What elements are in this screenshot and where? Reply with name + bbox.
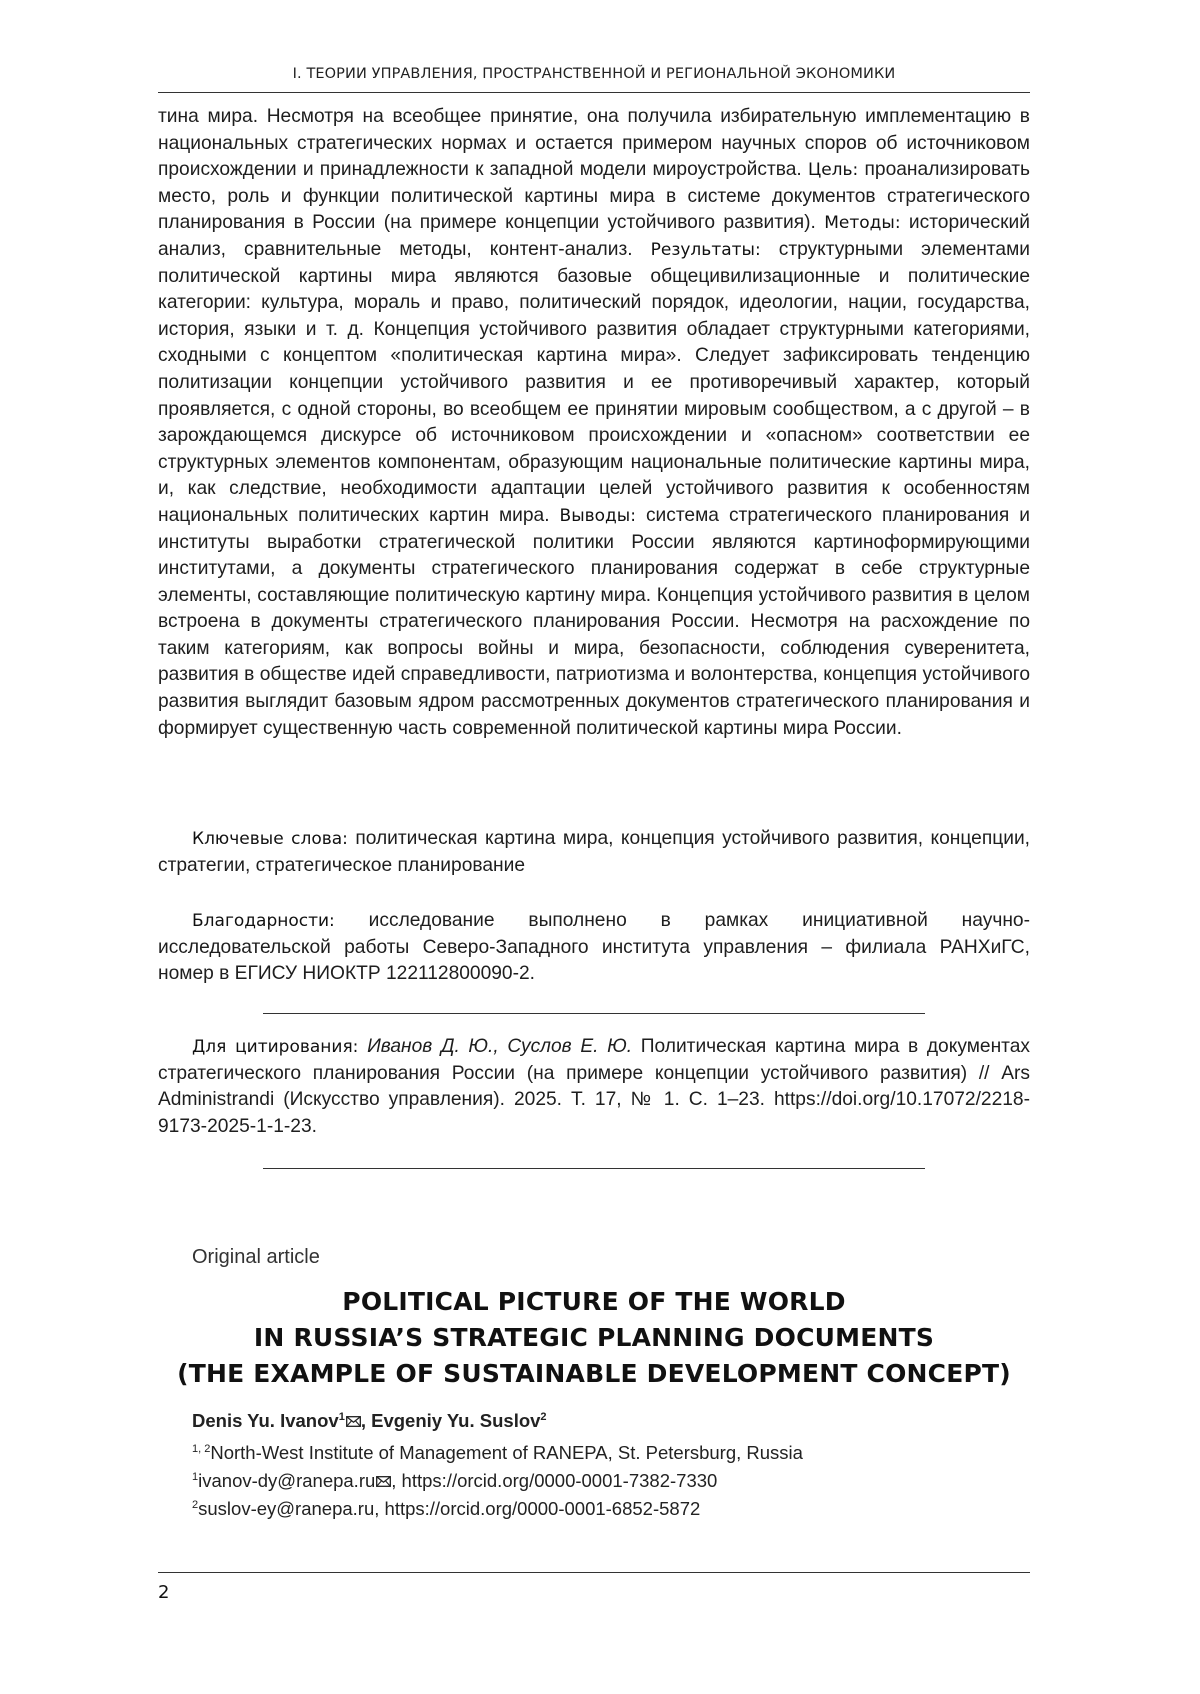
authors [192,1410,547,1432]
acknowledgments [158,908,1030,988]
email-link[interactable]: ivanov-dy@ranepa.ru [198,1470,376,1491]
page-number: 2 [158,1582,170,1603]
orcid-link[interactable]: , https://orcid.org/0000-0001-7382-7330 [391,1470,718,1491]
envelope-icon [346,1416,361,1427]
author-separator: , [360,1410,372,1431]
abstract-intro: тина мира. Несмотря на всеобщее принятие, она получила избирательную имплементацию в национальных стратегических нормах и остается примером научных споров об источниковом происхождении и принадлежности к западной модели мироустройства. [158,106,1030,181]
divider [263,1013,925,1014]
abstract [158,104,1030,742]
author-name: Denis Yu. Ivanov [192,1410,339,1431]
article-type: Original article [192,1246,320,1268]
article-title [158,1284,1030,1392]
affiliation-text: North-West Institute of Management of RANEPA, St. Petersburg, Russia [210,1442,803,1463]
footer-rule [158,1572,1030,1573]
email-sup: 1 [192,1471,199,1483]
title-line: (THE EXAMPLE OF SUSTAINABLE DEVELOPMENT CONCEPT) [177,1359,1011,1388]
citation-label: Для цитирования: [192,1037,359,1057]
email-sup: 2 [192,1499,199,1511]
goal-text: проанализировать место, роль и функции политической картины мира в системе документов стратегического планирования в России (на примере концепции устойчивого развития). [158,159,1030,234]
orcid-link[interactable]: , https://orcid.org/0000-0001-6852-5872 [374,1498,701,1519]
acknowledgments-text: исследование выполнено в рамках инициативной научно-исследовательской работы Северо-Западного института управления – филиала РАНХиГС, номер в ЕГИСУ НИОКТР 122112800090-2. [158,910,1030,985]
goal-label: Цель: [808,160,859,181]
divider [263,1168,925,1169]
keywords-text: политическая картина мира, концепция устойчивого развития, концепции, стратегии, стратегическое планирование [158,828,1030,876]
author-sup: 1 [338,1411,345,1423]
methods-label: Методы: [824,213,901,234]
citation-authors: Иванов Д. Ю., Суслов Е. Ю. [367,1036,633,1057]
title-line: POLITICAL PICTURE OF THE WORLD [342,1287,846,1316]
conclusions-text: система стратегического планирования и институты выработки стратегической политики России являются картиноформирующими институтами, а документы стратегического планирования содержат в себе структурные элементы, составляющие политическую картину мира. Концепция устойчивого развития в целом встроена в документы стратегического планирования России. Несмотря на расхождение по таким категориям, как вопросы войны и мира, безопасности, соблюдения суверенитета, развития в обществе идей справедливости, патриотизма и волонтерства, концепция устойчивого развития выглядит базовым ядром рассмотренных документов стратегического планирования и формирует существенную часть современной политической картины мира России. [158,504,1030,739]
citation-text: Политическая картина мира в документах стратегического планирования России (на примере концепции устойчивого развития) // Ars Administrandi (Искусство управления). 2025. Т. 17, № 1. С. 1–23. https://doi.org/10.17072/2218-9173-2025-1-1-23. [158,1036,1030,1137]
author-sup: 2 [540,1411,547,1423]
running-header: I. ТЕОРИИ УПРАВЛЕНИЯ, ПРОСТРАНСТВЕННОЙ И РЕГИОНАЛЬНОЙ ЭКОНОМИКИ [292,66,896,82]
envelope-icon [376,1476,391,1487]
author-name: Evgeniy Yu. Suslov [371,1410,541,1431]
email-link[interactable]: suslov-ey@ranepa.ru [198,1498,375,1519]
acknowledgments-label: Благодарности: [192,911,335,931]
methods-text: исторический анализ, сравнительные методы, контент-анализ. [158,212,1030,260]
conclusions-label: Выводы: [559,505,636,526]
affiliation [192,1442,803,1464]
citation [158,1034,1030,1140]
keywords-label: Ключевые слова: [192,829,348,849]
author2-contact [192,1498,700,1520]
results-label: Результаты: [650,239,761,260]
author1-contact [192,1470,717,1492]
title-line: IN RUSSIA’S STRATEGIC PLANNING DOCUMENTS [253,1323,935,1352]
affiliation-sup: 1, 2 [192,1443,211,1455]
header-rule [158,92,1030,93]
results-text: структурными элементами политической картины мира являются базовые общецивилизационные и политические категории: культура, мораль и право, политический порядок, идеологии, нации, государства, история, языки и т. д. Концепция устойчивого развития обладает структурными категориями, сходными с концептом «политическая картина мира». Следует зафиксировать тенденцию политизации концепции устойчивого развития и ее противоречивый характер, который проявляется, с одной стороны, во всеобщем ее принятии мировым сообществом, а с другой – в зарождающемся дискурсе об источниковом происхождении и «опасном» соответствии ее структурных элементов компонентам, образующим национальные политические картины мира, и, как следствие, необходимости адаптации целей устойчивого развития к особенностям национальных политических картин мира. [158,238,1030,526]
keywords [158,826,1030,879]
